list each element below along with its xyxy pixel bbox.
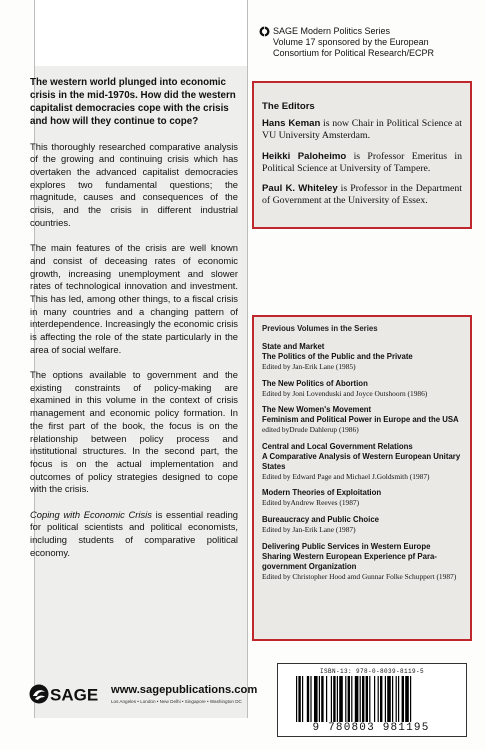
sage-logo-icon xyxy=(29,683,109,705)
barcode-bar xyxy=(345,676,346,722)
blurb-paragraph-3: The options available to government and the existing constraints of policy-making are examined in this volume in the context of crisis management and economic policy formation. In the first part of the book, the focus is on the relationship between policy process and institutional structures. In the second part, the focus is on the actual implementation and outcomes of policy strategies designed to cope with the crisis. xyxy=(30,369,238,495)
editor-name: Paul K. Whiteley xyxy=(262,183,338,195)
volume-subtitle: Feminism and Political Power in Europe and the USA xyxy=(262,415,459,425)
barcode-bar xyxy=(402,676,404,722)
editors-box xyxy=(252,81,472,229)
volume-item xyxy=(262,405,462,435)
barcode-bar xyxy=(321,676,323,722)
volume-editor: Edited by Jan-Erik Lane (1987) xyxy=(262,524,356,534)
barcode-bar xyxy=(351,676,352,722)
editor-entry xyxy=(262,118,462,142)
volume-subtitle: The Politics of the Public and the Private xyxy=(262,352,413,361)
barcode-bar xyxy=(298,676,300,722)
volume-item xyxy=(262,542,462,582)
editor-entry xyxy=(262,183,462,207)
volume-item xyxy=(262,488,462,508)
editor-bio: is Professor in the Department of Government at the University of Essex. xyxy=(262,183,462,207)
barcode-bar xyxy=(331,676,332,722)
barcode-bar xyxy=(326,676,327,722)
barcode-bar xyxy=(366,676,368,722)
barcode-bar xyxy=(410,676,411,722)
volume-editor: Edited byAndrew Reeves (1987) xyxy=(262,498,360,508)
barcode-bar xyxy=(307,676,309,722)
editor-bio: is Professor Emeritus in Political Science at University of Tampere. xyxy=(262,150,462,174)
barcode-bars xyxy=(296,676,451,722)
volume-editor: Edited by Joni Lovenduski and Joyce Outshoorn (1986) xyxy=(262,388,428,398)
barcode-bar xyxy=(405,676,409,722)
volume-editor: Edited by Christopher Hood amd Gunnar Folke Schuppert (1987) xyxy=(262,571,457,581)
barcode-bar xyxy=(310,676,311,722)
barcode-bar xyxy=(398,676,399,722)
barcode-bar xyxy=(319,676,320,722)
volume-editor: Edited by Jan-Erik Lane (1985) xyxy=(262,362,356,371)
barcode-bar xyxy=(296,676,297,722)
barcode-bar xyxy=(369,676,370,722)
series-name: SAGE Modern Politics Series xyxy=(273,26,391,36)
volume-editor: edited byDrude Dahlerup (1986) xyxy=(262,425,359,435)
volume-title: Modern Theories of Exploitation xyxy=(262,488,382,498)
series-sponsor: Consortium for Political Research/ECPR xyxy=(273,48,435,59)
volume-title: Delivering Public Services in Western Europe xyxy=(262,541,431,551)
blurb-lead: The western world plunged into economic crisis in the mid-1970s. How did the western capitalist democracies cope with the crisis and how will they continue to cope? xyxy=(30,77,236,127)
series-text xyxy=(273,26,478,60)
editor-name: Heikki Paloheimo xyxy=(262,150,347,162)
volume-subtitle: Sharing Western European Experience pf Para-government Organization xyxy=(262,551,437,571)
barcode-bar xyxy=(333,676,335,722)
sage-logo-text: SAGE xyxy=(50,685,99,705)
blurb-text xyxy=(30,76,238,572)
previous-volumes-heading: Previous Volumes in the Series xyxy=(262,324,378,333)
volume-editor: Edited by Edward Page and Michael J.Goldsmith (1987) xyxy=(262,471,430,481)
barcode-bar xyxy=(362,676,364,722)
editor-name: Hans Keman xyxy=(262,118,321,130)
barcode-bar xyxy=(396,676,397,722)
editor-entry xyxy=(262,151,462,175)
barcode-bar xyxy=(378,676,379,722)
barcode-bar xyxy=(387,676,391,722)
barcode-bar xyxy=(392,676,393,722)
series-volume: Volume 17 sponsored by the European xyxy=(273,37,429,48)
barcode-box xyxy=(277,663,467,737)
barcode-bar xyxy=(374,676,375,722)
book-title: Coping with Economic Crisis xyxy=(30,508,152,520)
barcode-bar xyxy=(348,676,350,722)
barcode-bar xyxy=(337,676,338,722)
top-white-box xyxy=(35,0,247,66)
volume-title: Central and Local Government Relations xyxy=(262,441,413,451)
isbn-label: ISBN-13: 978-0-8039-8119-5 xyxy=(319,668,424,675)
volume-title: State and Market xyxy=(262,342,325,351)
barcode-bar xyxy=(385,676,386,722)
volume-title: Bureaucracy and Public Choice xyxy=(262,514,379,524)
recommendation-text: is essential reading for political scientists and political economists, including students of comparative political economy. xyxy=(30,508,238,558)
previous-volumes-box xyxy=(252,315,472,641)
ecpr-logo-icon xyxy=(259,26,270,37)
volume-item xyxy=(262,515,462,535)
barcode-bar xyxy=(360,676,361,722)
barcode-bar xyxy=(339,676,343,722)
volume-item xyxy=(262,342,462,372)
barcode-bar xyxy=(380,676,382,722)
blurb-recommendation xyxy=(30,509,238,560)
volume-title: The New Women's Movement xyxy=(262,405,372,415)
volume-title: The New Politics of Abortion xyxy=(262,378,368,388)
publisher-cities: Los Angeles • London • New Delhi • Singapore • Washington DC xyxy=(111,699,242,704)
barcode-number: 9 780803 981195 xyxy=(312,722,430,734)
barcode-bar xyxy=(302,676,303,722)
editors-heading: The Editors xyxy=(262,101,315,112)
publisher-url[interactable]: www.sagepublications.com xyxy=(111,684,258,696)
volume-item xyxy=(262,442,462,482)
volume-item xyxy=(262,379,462,399)
barcode-bar xyxy=(355,676,359,722)
blurb-paragraph-2: The main features of the crisis are well known and consist of deceasing rates of economic growth, increasing unemployment and slower rates of technological innovation and investment. This has led, among other things, to a fiscal crisis in many countries and a changing pattern of interdependence. Increasingly the economic crisis is affecting the role of the state particularly in the area of social welfare. xyxy=(30,242,238,355)
blurb-paragraph-1: This thoroughly researched comparative analysis of the growing and continuing crisis which has overtaken the advanced capitalist democracies explores two fundamental questions; the magnitude, causes and consequences of the crisis, and the crisis in different industrial countries. xyxy=(30,140,238,228)
editor-bio: is now Chair in Political Science at VU University Amsterdam. xyxy=(262,118,462,142)
barcode-bar xyxy=(314,676,318,722)
volume-subtitle: A Comparative Analysis of Western European Unitary States xyxy=(262,451,461,471)
